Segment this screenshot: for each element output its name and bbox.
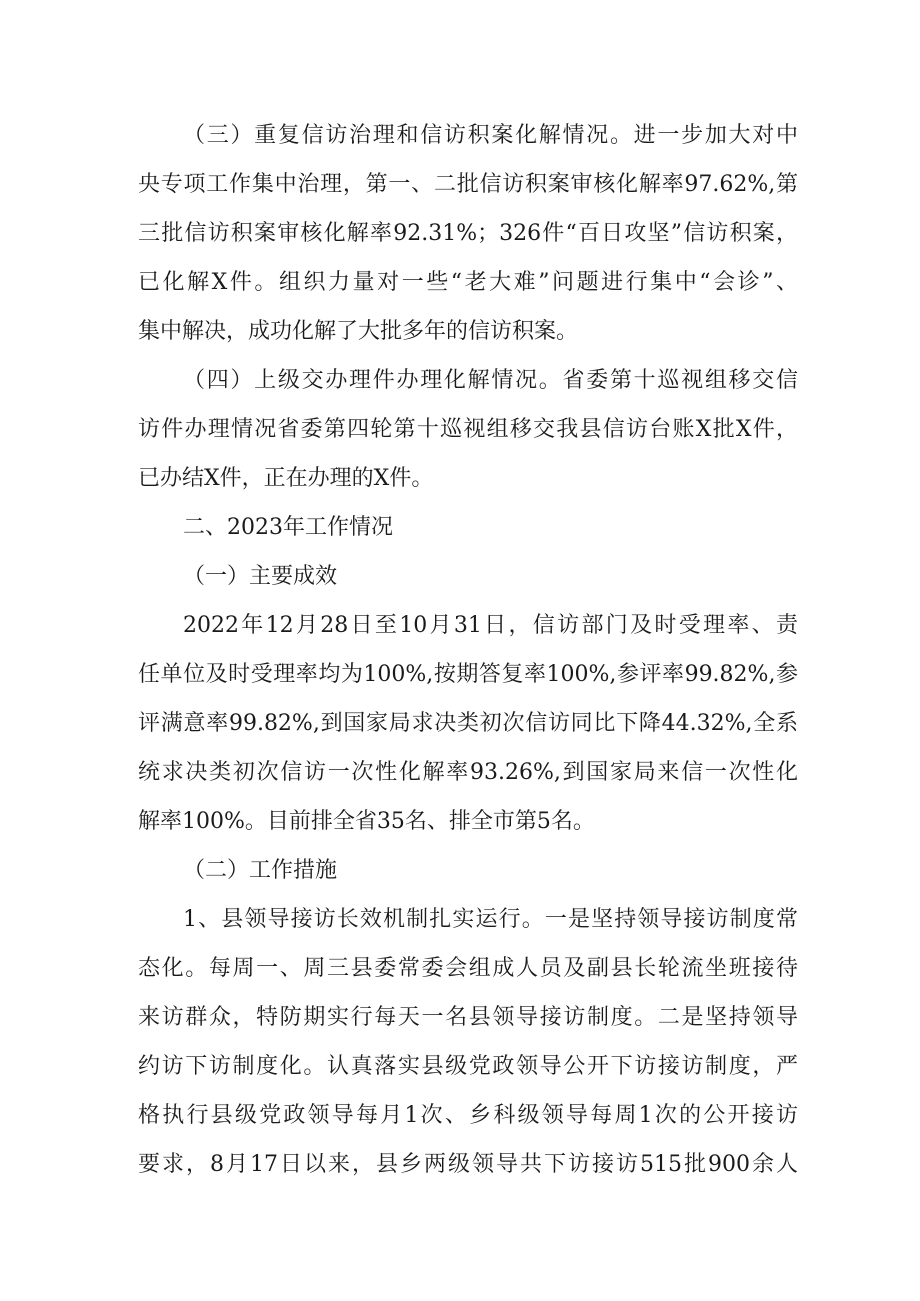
paragraph-2-line-1: （四）上级交办理件办理化解情况。省委第十巡视组移交信 bbox=[183, 368, 798, 393]
paragraph-2-line-2: 访件办理情况省委第四轮第十巡视组移交我县信访台账X批X件， bbox=[138, 417, 798, 442]
measures-line-1: 1、县领导接访长效机制扎实运行。一是坚持领导接访制度常 bbox=[183, 907, 798, 932]
measures-line-5: 格执行县级党政领导每月1次、乡科级领导每周1次的公开接访 bbox=[138, 1103, 798, 1128]
paragraph-2-line-3: 已办结X件，正在办理的X件。 bbox=[138, 466, 434, 491]
results-line-3: 评满意率99.82%,到国家局求决类初次信访同比下降44.32%,全系 bbox=[138, 711, 798, 736]
paragraph-1-line-4: 已化解X件。组织力量对一些“老大难”问题进行集中“会诊”、 bbox=[138, 270, 798, 295]
measures-line-3: 来访群众，特防期实行每天一名县领导接访制度。二是坚持领导 bbox=[138, 1005, 798, 1030]
results-line-1: 2022年12月28日至10月31日，信访部门及时受理率、责 bbox=[183, 613, 798, 638]
paragraph-1-line-2: 央专项工作集中治理，第一、二批信访积案审核化解率97.62%,第 bbox=[138, 172, 798, 197]
results-line-2: 任单位及时受理率均为100%,按期答复率100%,参评率99.82%,参 bbox=[138, 662, 798, 687]
results-line-5: 解率100%。目前排全省35名、排全市第5名。 bbox=[138, 809, 595, 834]
measures-line-4: 约访下访制度化。认真落实县级党政领导公开下访接访制度，严 bbox=[138, 1054, 798, 1079]
paragraph-1-line-1: （三）重复信访治理和信访积案化解情况。进一步加大对中 bbox=[183, 123, 798, 148]
results-line-4: 统求决类初次信访一次性化解率93.26%,到国家局来信一次性化 bbox=[138, 760, 798, 785]
paragraph-1-line-3: 三批信访积案审核化解率92.31%；326件“百日攻坚”信访积案， bbox=[138, 221, 798, 246]
section-heading: 二、2023年工作情况 bbox=[183, 515, 393, 540]
measures-line-2: 态化。每周一、周三县委常委会组成人员及副县长轮流坐班接待 bbox=[138, 956, 798, 981]
subheading-measures: （二）工作措施 bbox=[183, 858, 338, 883]
paragraph-1-line-5: 集中解决，成功化解了大批多年的信访积案。 bbox=[138, 319, 579, 344]
subheading-results: （一）主要成效 bbox=[183, 564, 338, 589]
measures-line-6: 要求，8月17日以来，县乡两级领导共下访接访515批900余人 bbox=[138, 1152, 798, 1177]
